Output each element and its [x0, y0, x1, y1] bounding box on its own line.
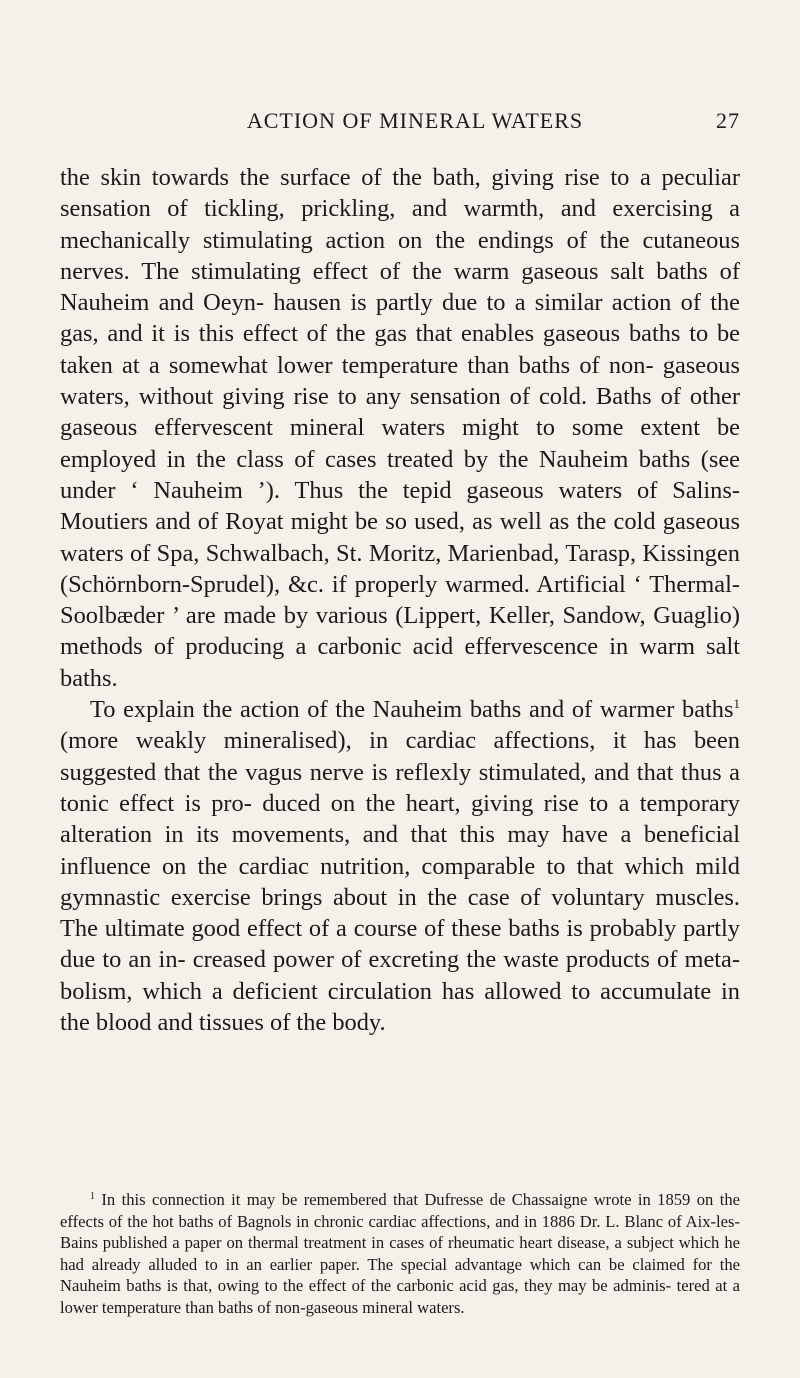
paragraph	[60, 694, 740, 1038]
footnote	[60, 1189, 740, 1319]
footnote-reference: 1	[733, 696, 740, 712]
footnote-mark: 1	[90, 1191, 95, 1202]
running-head	[60, 108, 740, 138]
running-title: ACTION OF MINERAL WATERS	[246, 108, 584, 133]
page-number: 27	[716, 108, 740, 133]
footnote-text: In this connection it may be remembered that Dufresse de Chassaigne wrote in 1859 on the effects of the hot baths of Bagnols in chronic cardiac affections, and in 1886 Dr. L. Blanc of Aix-les-Bains published a paper on thermal treatment in cases of rheumatic heart disease, a subject which he had already alluded to in an earlier paper. The special advantage which can be claimed for the Nauheim baths is that, owing to the effect of the carbonic acid gas, they may be adminis- tered at a lower temperature than baths of non-gaseous mineral waters.	[60, 1190, 740, 1317]
paragraph-text-rest: (more weakly mineralised), in cardiac affections, it has been suggested that the vagus nerve is reflexly stimulated, and that thus a tonic effect is pro- duced on the heart, giving rise to a temporary alteration in its movements, and that this may have a beneficial influence on the cardiac nutrition, comparable to that which mild gymnastic exercise brings about in the case of voluntary muscles. The ultimate good effect of a course of these baths is probably partly due to an in- creased power of excreting the waste products of meta- bolism, which a deficient circulation has allowed to accumulate in the blood and tissues of the body.	[60, 727, 740, 1037]
paragraph-text-start: To explain the action of the Nauheim baths and of warmer baths	[90, 696, 734, 724]
paragraph-continued: the skin towards the surface of the bath, giving rise to a peculiar sensation of tickling, prickling, and warmth, and exercising a mechanically stimulating action on the endings of the cutaneous nerves. The stimulating effect of the warm gaseous salt baths of Nauheim and Oeyn- hausen is partly due to a similar action of the gas, and it is this effect of the gas that enables gaseous baths to be taken at a somewhat lower temperature than baths of non- gaseous waters, without giving rise to any sensation of cold. Baths of other gaseous effervescent mineral waters might to some extent be employed in the class of cases treated by the Nauheim baths (see under ‘ Nauheim ’). Thus the tepid gaseous waters of Salins-Moutiers and of Royat might be so used, as well as the cold gaseous waters of Spa, Schwalbach, St. Moritz, Marienbad, Tarasp, Kissingen (Schörnborn-Sprudel), &c. if properly warmed. Artificial ‘ Thermal-Soolbæder ’ are made by various (Lippert, Keller, Sandow, Guaglio) methods of producing a carbonic acid effervescence in warm salt baths.	[60, 164, 740, 692]
body-text	[60, 162, 740, 1038]
